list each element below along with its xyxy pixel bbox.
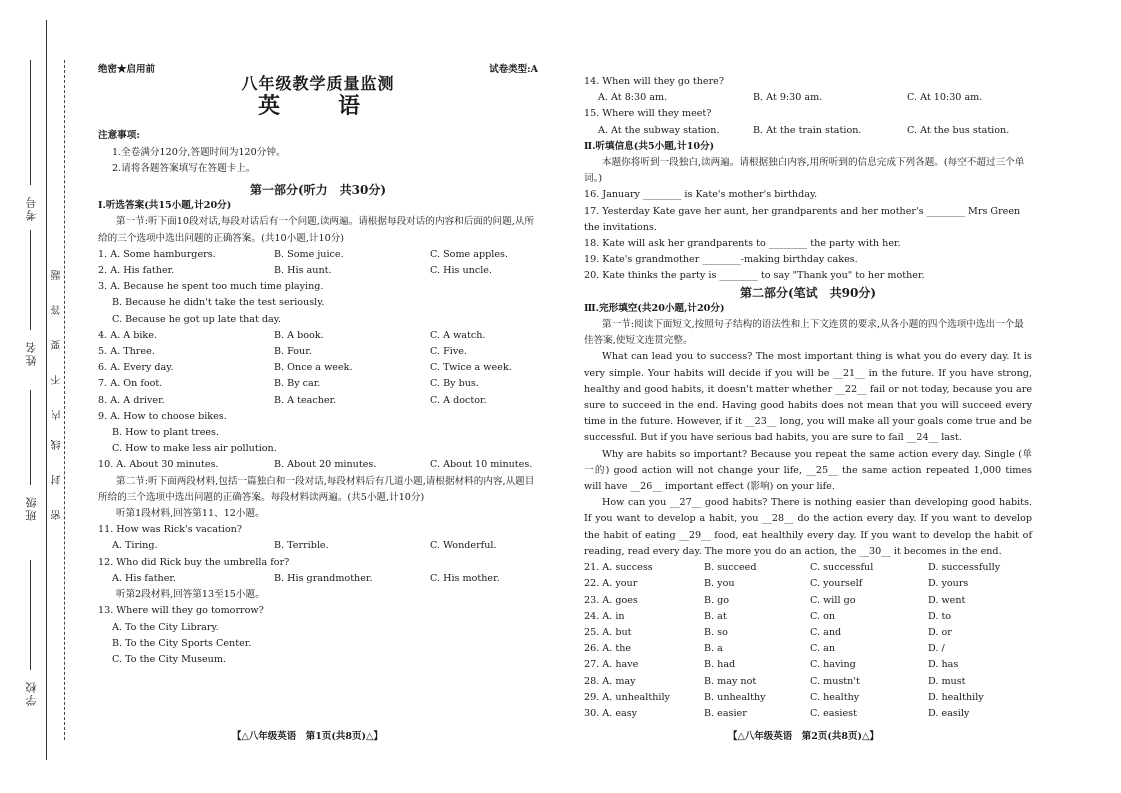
option: B. so [704, 626, 728, 638]
fill-item: 20. Kate thinks the party is ________ to say "Thank you" to her mother. [584, 270, 925, 282]
options-row [584, 690, 1032, 706]
option: C. At 10:30 am. [907, 92, 983, 104]
option: A. To the City Library. [112, 621, 219, 633]
seal-char: 题 [52, 270, 63, 280]
option: 4. A. A bike. [98, 329, 157, 341]
seal-char: 答 [52, 305, 63, 315]
option: B. easier [704, 707, 747, 719]
exam-title: 八年级教学质量监测 [241, 74, 395, 94]
name-field[interactable] [30, 230, 31, 330]
option: B. had [704, 659, 736, 671]
question-row [98, 263, 538, 279]
question-row [98, 247, 538, 263]
class-field[interactable] [30, 390, 31, 485]
option: B. To the City Sports Center. [112, 637, 252, 649]
option: B. A book. [274, 329, 324, 341]
option: 29. A. unhealthily [584, 691, 670, 703]
option: B. go [704, 594, 730, 606]
question-row [98, 457, 538, 473]
option: B. His aunt. [274, 265, 332, 277]
subject-title: 英 语 [257, 93, 378, 120]
class-label: 班级 [25, 495, 38, 521]
seal-char: 封 [52, 475, 63, 485]
school-label: 学校 [25, 680, 38, 706]
section1-intro: 第一节:听下面10段对话,每段对话后有一个问题,读两遍。请根据每段对话的内容和后面的问题,从所给的三个选项中选出问题的正确答案。(共10小题,计10分) [98, 216, 534, 244]
option: C. About 10 minutes. [430, 459, 533, 471]
option: C. successful [810, 562, 874, 574]
option: C. mustn't [810, 675, 860, 687]
option: C. Five. [430, 346, 467, 358]
option: C. His uncle. [430, 265, 493, 277]
option: D. yours [928, 578, 969, 590]
option: A. His father. [112, 572, 176, 584]
option: B. Because he didn't take the test seriously. [112, 297, 325, 309]
question-stem: 11. How was Rick's vacation? [98, 524, 242, 536]
question-row [98, 571, 538, 587]
option: 10. A. About 30 minutes. [98, 459, 219, 471]
option: C. His mother. [430, 572, 500, 584]
option: D. has [928, 659, 959, 671]
option: C. will go [810, 594, 856, 606]
option: B. Terrible. [274, 540, 329, 552]
section1-title: Ⅰ.听选答案(共15小题,计20分) [98, 200, 232, 212]
option: 22. A. your [584, 578, 638, 590]
option: 30. A. easy [584, 707, 638, 719]
option: 21. A. success [584, 562, 653, 574]
fill-item: 16. January ________ is Kate's mother's birthday. [584, 189, 818, 201]
passage-paragraph: What can lead you to success? The most important thing is what you do every day. It is very simple. Your habits will decide if you will be __21__ in the future. If you have strong, healthy and good habits, it doesn't matter whether __22__ fail or not today, because you are sure to succeed in the end. Having good habits does not mean that you will succeed every time in the future. However, if it __23__ long, you will make all your goals come true and be successful. But if you have serious bad habits, you are sure to fail __24__ last. [584, 351, 1032, 444]
question-row [584, 123, 1032, 139]
options-row [584, 641, 1032, 657]
question-row [98, 360, 538, 376]
option: 28. A. may [584, 675, 636, 687]
option: D. successfully [928, 562, 1001, 574]
option: C. By bus. [430, 378, 479, 390]
option: B. succeed [704, 562, 757, 574]
option: B. About 20 minutes. [274, 459, 377, 471]
option: 23. A. goes [584, 594, 638, 606]
seal-char: 不 [52, 375, 63, 385]
option: C. At the bus station. [907, 124, 1010, 136]
option: 6. A. Every day. [98, 362, 174, 374]
page-2-footer: 【△八年级英语 第2页(共8页)△】 [728, 731, 879, 742]
material-2-note: 听第2段材料,回答第13至15小题。 [116, 589, 265, 601]
exam-number-field[interactable] [30, 60, 31, 185]
option: B. At the train station. [753, 124, 862, 136]
part2-title: 第二部分(笔试 共90分) [739, 285, 877, 300]
option: B. may not [704, 675, 757, 687]
option: 25. A. but [584, 626, 632, 638]
option: B. Four. [274, 346, 312, 358]
options-row [584, 706, 1032, 722]
option: B. At 9:30 am. [753, 92, 823, 104]
option: C. Some apples. [430, 248, 508, 260]
question-row [98, 328, 538, 344]
paper-type: 试卷类型:A [489, 64, 538, 75]
note-item: 1.全卷满分120分,答题时间为120分钟。 [112, 146, 286, 158]
option: B. Some juice. [274, 248, 344, 260]
binding-line [46, 20, 47, 760]
option: C. yourself [810, 578, 863, 590]
option: A. At 8:30 am. [598, 92, 668, 104]
option: A. At the subway station. [598, 124, 720, 136]
option: 27. A. have [584, 659, 639, 671]
option: D. or [928, 626, 952, 638]
option: 2. A. His father. [98, 265, 175, 277]
option: D. must [928, 675, 966, 687]
question-row [98, 376, 538, 392]
cloze-passage [584, 349, 1032, 560]
option: 5. A. Three. [98, 346, 155, 358]
material-1-note: 听第1段材料,回答第11、12小题。 [116, 508, 265, 520]
name-label: 姓名 [25, 340, 38, 366]
passage-paragraph: How can you __27__ good habits? There is nothing easier than developing good habits. If you want to develop a habit, you __28__ do the action every day. If you want to develop the habit of eating __29__ food, eat healthily every day. If you want to develop the habit of reading, read every day. The more you do an action, the __30__ it becomes in the end. [584, 497, 1032, 557]
question-row [98, 538, 538, 554]
exam-number-label: 考号 [25, 195, 38, 221]
option: C. Wonderful. [430, 540, 497, 552]
option: B. at [704, 610, 727, 622]
options-row [584, 560, 1032, 576]
school-field[interactable] [30, 560, 31, 670]
page-1-footer: 【△八年级英语 第1页(共8页)△】 [232, 731, 383, 742]
section3-title: Ⅲ.完形填空(共20小题,计20分) [584, 302, 725, 314]
question-stem: 14. When will they go there? [584, 76, 724, 87]
options-row [584, 674, 1032, 690]
section1-part2-intro: 第二节:听下面两段材料,包括一篇独白和一段对话,每段材料后有几道小题,请根据材料的内容,从题目所给的三个选项中选出问题的正确答案。每段材料读两遍。(共5小题,计10分) [98, 475, 535, 503]
option: B. A teacher. [274, 394, 337, 406]
options-row [584, 576, 1032, 592]
option: C. an [810, 643, 835, 655]
option: C. Twice a week. [430, 362, 512, 374]
binding-margin [0, 0, 86, 793]
option: C. having [810, 659, 856, 671]
option: C. on [810, 610, 836, 622]
option: 24. A. in [584, 610, 625, 622]
options-row [584, 593, 1032, 609]
option: A. Tiring. [112, 540, 158, 552]
option: C. Because he got up late that day. [112, 313, 281, 325]
options-row [584, 609, 1032, 625]
option: D. healthily [928, 691, 984, 703]
option: C. To the City Museum. [112, 653, 227, 665]
option: B. unhealthy [704, 691, 766, 703]
section2-intro: 本题你将听到一段独白,读两遍。请根据独白内容,用所听到的信息完成下列各题。(每空不超过三个单词。) [584, 157, 1025, 185]
seal-dashed-line [64, 60, 65, 740]
option: B. How to plant trees. [112, 427, 220, 439]
fill-item: 17. Yesterday Kate gave her aunt, her grandparents and her mother's ________ Mrs Green the invitations. [584, 205, 1021, 233]
option: 3. A. Because he spent too much time playing. [98, 281, 324, 293]
option: 1. A. Some hamburgers. [98, 248, 216, 260]
option: C. and [810, 626, 842, 638]
option: 7. A. On foot. [98, 378, 163, 390]
page-2 [584, 74, 1032, 722]
passage-paragraph: Why are habits so important? Because you repeat the same action every day. Single (单一的) good action will not change your life, __25__ the same action repeated 1,000 times will have __26__ important effect (影响) on your life. [584, 448, 1032, 493]
option: C. How to make less air pollution. [112, 443, 277, 455]
option: 26. A. the [584, 643, 632, 655]
part1-title: 第一部分(听力 共30分) [249, 183, 387, 198]
notes-title: 注意事项: [98, 130, 140, 142]
option: C. A watch. [430, 329, 486, 341]
options-row [584, 657, 1032, 673]
option: B. you [704, 578, 735, 590]
seal-char: 要 [52, 340, 63, 350]
option: C. A doctor. [430, 394, 487, 406]
seal-char: 密 [52, 510, 63, 520]
fill-item: 19. Kate's grandmother ________-making birthday cakes. [584, 254, 858, 266]
option: C. easiest [810, 707, 857, 719]
question-stem: 13. Where will they go tomorrow? [98, 605, 264, 617]
option: 8. A. A driver. [98, 394, 165, 406]
question-stem: 12. Who did Rick buy the umbrella for? [98, 556, 290, 568]
question-stem: 15. Where will they meet? [584, 108, 712, 120]
option: C. healthy [810, 691, 860, 703]
option: B. His grandmother. [274, 572, 373, 584]
option: 9. A. How to choose bikes. [98, 410, 227, 422]
option: B. By car. [274, 378, 321, 390]
option: D. to [928, 610, 952, 622]
option: B. a [704, 643, 723, 655]
section3-intro: 第一节:阅读下面短文,按照句子结构的语法性和上下文连贯的要求,从各小题的四个选项中选出一个最佳答案,使短文连贯完整。 [584, 319, 1024, 347]
option: D. / [928, 643, 945, 655]
fill-item: 18. Kate will ask her grandparents to ________ the party with her. [584, 238, 901, 250]
question-row [98, 344, 538, 360]
option: B. Once a week. [274, 362, 353, 374]
seal-char: 线 [52, 440, 63, 450]
option: D. went [928, 594, 966, 606]
options-row [584, 625, 1032, 641]
section2-title: Ⅱ.听填信息(共5小题,计10分) [584, 140, 715, 152]
confidential-mark: 绝密★启用前 [98, 64, 156, 75]
page-1 [98, 62, 538, 668]
note-item: 2.请将各题答案填写在答题卡上。 [112, 162, 256, 174]
question-row [584, 90, 1032, 106]
option: D. easily [928, 707, 970, 719]
seal-char: 内 [52, 410, 63, 420]
question-row [98, 393, 538, 409]
